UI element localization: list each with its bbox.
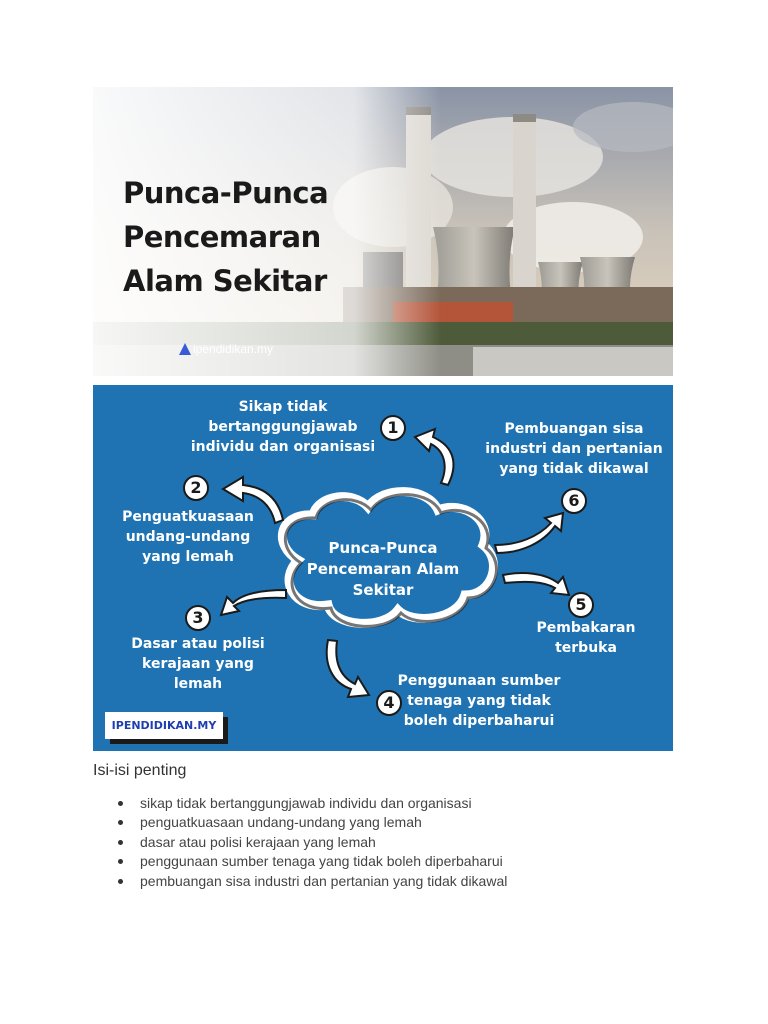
infographic <box>93 385 673 751</box>
brand-logo-icon <box>179 343 191 355</box>
cause-number-badge: 5 <box>568 592 594 618</box>
cause-line: boleh diperbaharui <box>403 713 555 729</box>
section-heading: Isi-isi penting <box>93 762 187 779</box>
arrow-6-icon <box>495 513 563 553</box>
cause-number-badge: 1 <box>380 415 406 441</box>
cause-line: Sikap tidak <box>238 399 328 415</box>
cause-line: Penggunaan sumber <box>397 673 561 689</box>
cause-line: yang lemah <box>142 549 234 565</box>
center-title-line: Sekitar <box>352 581 414 599</box>
list-item: sikap tidak bertanggungjawab individu dan organisasi <box>118 794 507 813</box>
cause-line: undang-undang <box>125 529 251 545</box>
cause-line: tenaga yang tidak <box>407 693 551 709</box>
cause-2-text <box>103 507 273 567</box>
arrow-5-icon <box>503 573 569 595</box>
arrow-3-icon <box>221 590 286 615</box>
cause-line: kerajaan yang <box>142 656 254 672</box>
arrow-4-icon <box>327 640 369 697</box>
center-title-line: Pencemaran Alam <box>306 560 460 578</box>
center-title-line: Punca-Punca <box>328 539 438 557</box>
cause-line: Pembakaran <box>536 620 636 636</box>
cause-5-text <box>521 618 651 658</box>
cause-number-badge: 4 <box>376 690 402 716</box>
banner-brand-text: ipendidikan.my <box>193 342 274 356</box>
cause-3-text <box>113 634 283 694</box>
banner-title-line: Alam Sekitar <box>123 264 327 298</box>
cause-line: yang tidak dikawal <box>499 461 649 477</box>
cause-number-badge: 2 <box>183 475 209 501</box>
cause-6-text <box>477 419 671 479</box>
list-item: penguatkuasaan undang-undang yang lemah <box>118 813 507 832</box>
cause-line: Dasar atau polisi <box>131 636 265 652</box>
banner-image <box>93 87 673 376</box>
cause-line: terbuka <box>555 640 617 656</box>
cause-line: individu dan organisasi <box>190 439 376 455</box>
banner-title-line: Punca-Punca <box>123 176 329 210</box>
list-item: pembuangan sisa industri dan pertanian yang tidak dikawal <box>118 872 507 891</box>
cause-4-text <box>389 671 569 731</box>
cause-number-badge: 3 <box>185 605 211 631</box>
list-item: penggunaan sumber tenaga yang tidak boleh diperbaharui <box>118 852 507 871</box>
list-item: dasar atau polisi kerajaan yang lemah <box>118 833 507 852</box>
cause-1-text <box>183 397 383 457</box>
cause-line: bertanggungjawab <box>208 419 358 435</box>
banner-title <box>123 171 363 303</box>
cause-line: Pembuangan sisa <box>504 421 644 437</box>
banner-title-line: Pencemaran <box>123 220 321 254</box>
cause-line: Penguatkuasaan <box>122 509 254 525</box>
infographic-logo: IPENDIDIKAN.MY <box>105 712 223 739</box>
infographic-center-title <box>293 538 473 601</box>
banner-brand <box>179 341 273 357</box>
arrow-1-icon <box>415 429 453 485</box>
cause-line: lemah <box>173 676 223 692</box>
cause-number-badge: 6 <box>561 488 587 514</box>
key-points-list <box>118 794 507 891</box>
cause-line: industri dan pertanian <box>485 441 663 457</box>
